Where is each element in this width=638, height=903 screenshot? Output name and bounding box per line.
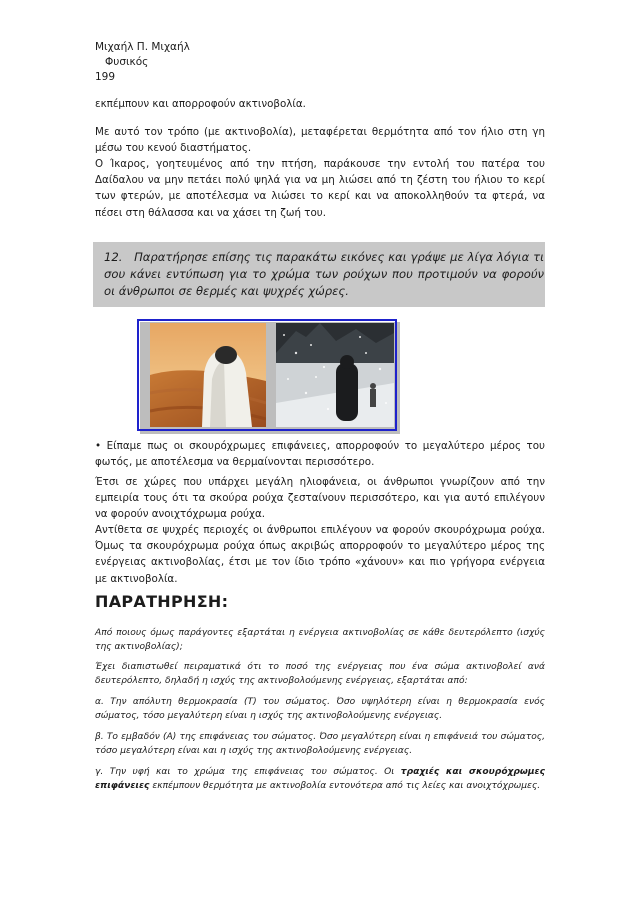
paragraph-1: εκπέμπουν και απορροφούν ακτινοβολία. bbox=[95, 98, 306, 110]
note-texture-color bbox=[95, 766, 545, 793]
page-number: 199 bbox=[95, 71, 116, 83]
note-texture-bold: τραχιές και σκουρόχρωμες επιφάνειες bbox=[95, 767, 545, 791]
bullet-text: Είπαμε πως οι σκουρόχρωμες επιφάνειες, απορροφούν το μεγαλύτερο μέρος του φωτός, με αποτέλεσμα να θερμαίνονται περισσότερο. bbox=[95, 440, 546, 469]
paragraph-icarus: Ο Ίκαρος, γοητευμένος από την πτήση, παράκουσε την εντολή του πατέρα του Δαίδαλου να μην πετάει πολύ ψηλά για να μη λιώσει από τη ζέστη του ήλιου το κερί των φτερών, με αποτέλεσμα να λιώσει το κερί και να αποκολληθούν τα φτερά, να πέσει στη θάλασσα και να χάσει τη ζωή του. bbox=[95, 158, 545, 219]
note-area: β. Το εμβαδόν (Α) της επιφάνειας του σώματος. Όσο μεγαλύτερη είναι η επιφάνειά του σώματος, τόσο μεγαλύτερη είναι και η ισχύς της ακτινοβολούμενης ενέργειας. bbox=[95, 732, 545, 756]
photos-frame bbox=[137, 319, 397, 431]
author-role: Φυσικός bbox=[105, 56, 149, 68]
note-intro: Έχει διαπιστωθεί πειραματικά ότι το ποσό της ενέργειας που ένα σώμα ακτινοβολεί ανά δευτερόλεπτο, δηλαδή η ισχύς της ακτινοβολούμενης ενέργειας, εξαρτάται από: bbox=[95, 662, 545, 686]
note-texture-pre: γ. Την υφή και το χρώμα της επιφάνειας του σώματος. Οι bbox=[95, 767, 401, 777]
bullet-glyph: • bbox=[95, 440, 102, 452]
task-12 bbox=[104, 249, 544, 300]
paragraph-cold-countries: Αντίθετα σε ψυχρές περιοχές οι άνθρωποι επιλέγουν να φορούν σκουρόχρωμα ρούχα. Όμως τα σκουρόχρωμα ρούχα όπως ακριβώς απορροφούν το μεγαλύτερο μέρος της ενέργειας ακτινοβολίας, έτσι με τον ίδιο τρόπο «χάνουν» και πιο γρήγορα ενέργεια με ακτινοβολία. bbox=[95, 524, 545, 585]
bullet-paragraph bbox=[95, 438, 545, 470]
task-text: Παρατήρησε επίσης τις παρακάτω εικόνες και γράψε με λίγα λόγια τι σου κάνει εντύπωση για το χρώμα των ρούχων που προτιμούν να φορούν οι άνθρωποι σε θερμές και ψυχρές χώρες. bbox=[104, 250, 544, 298]
note-question: Από ποιους όμως παράγοντες εξαρτάται η ενέργεια ακτινοβολίας σε κάθε δευτερόλεπτο (ισχύς της ακτινοβολίας); bbox=[95, 628, 545, 652]
author-name: Μιχαήλ Π. Μιχαήλ bbox=[95, 41, 190, 53]
paragraph-2: Με αυτό τον τρόπο (με ακτινοβολία), μεταφέρεται θερμότητα από τον ήλιο στη γη μέσω του κενού διαστήματος. bbox=[95, 126, 545, 155]
task-number: 12. bbox=[104, 250, 123, 264]
paragraph-hot-countries: Έτσι σε χώρες που υπάρχει μεγάλη ηλιοφάνεια, οι άνθρωποι γνωρίζουν από την εμπειρία τους ότι τα σκούρα ρούχα ζεσταίνουν περισσότερο, και για αυτό επιλέγουν να φορούν ανοιχτόχρωμα ρούχα. bbox=[95, 476, 545, 521]
note-temperature: α. Την απόλυτη θερμοκρασία (Τ) του σώματος. Όσο υψηλότερη είναι η θερμοκρασία ενός σώματος, τόσο μεγαλύτερη είναι η ισχύς της ακτινοβολούμενης ενέργειας. bbox=[95, 697, 545, 721]
note-texture-post: εκπέμπουν θερμότητα με ακτινοβολία εντονότερα από τις λείες και ανοιχτόχρωμες. bbox=[149, 780, 541, 791]
note-heading: ΠΑΡΑΤΗΡΗΣΗ: bbox=[95, 592, 229, 611]
